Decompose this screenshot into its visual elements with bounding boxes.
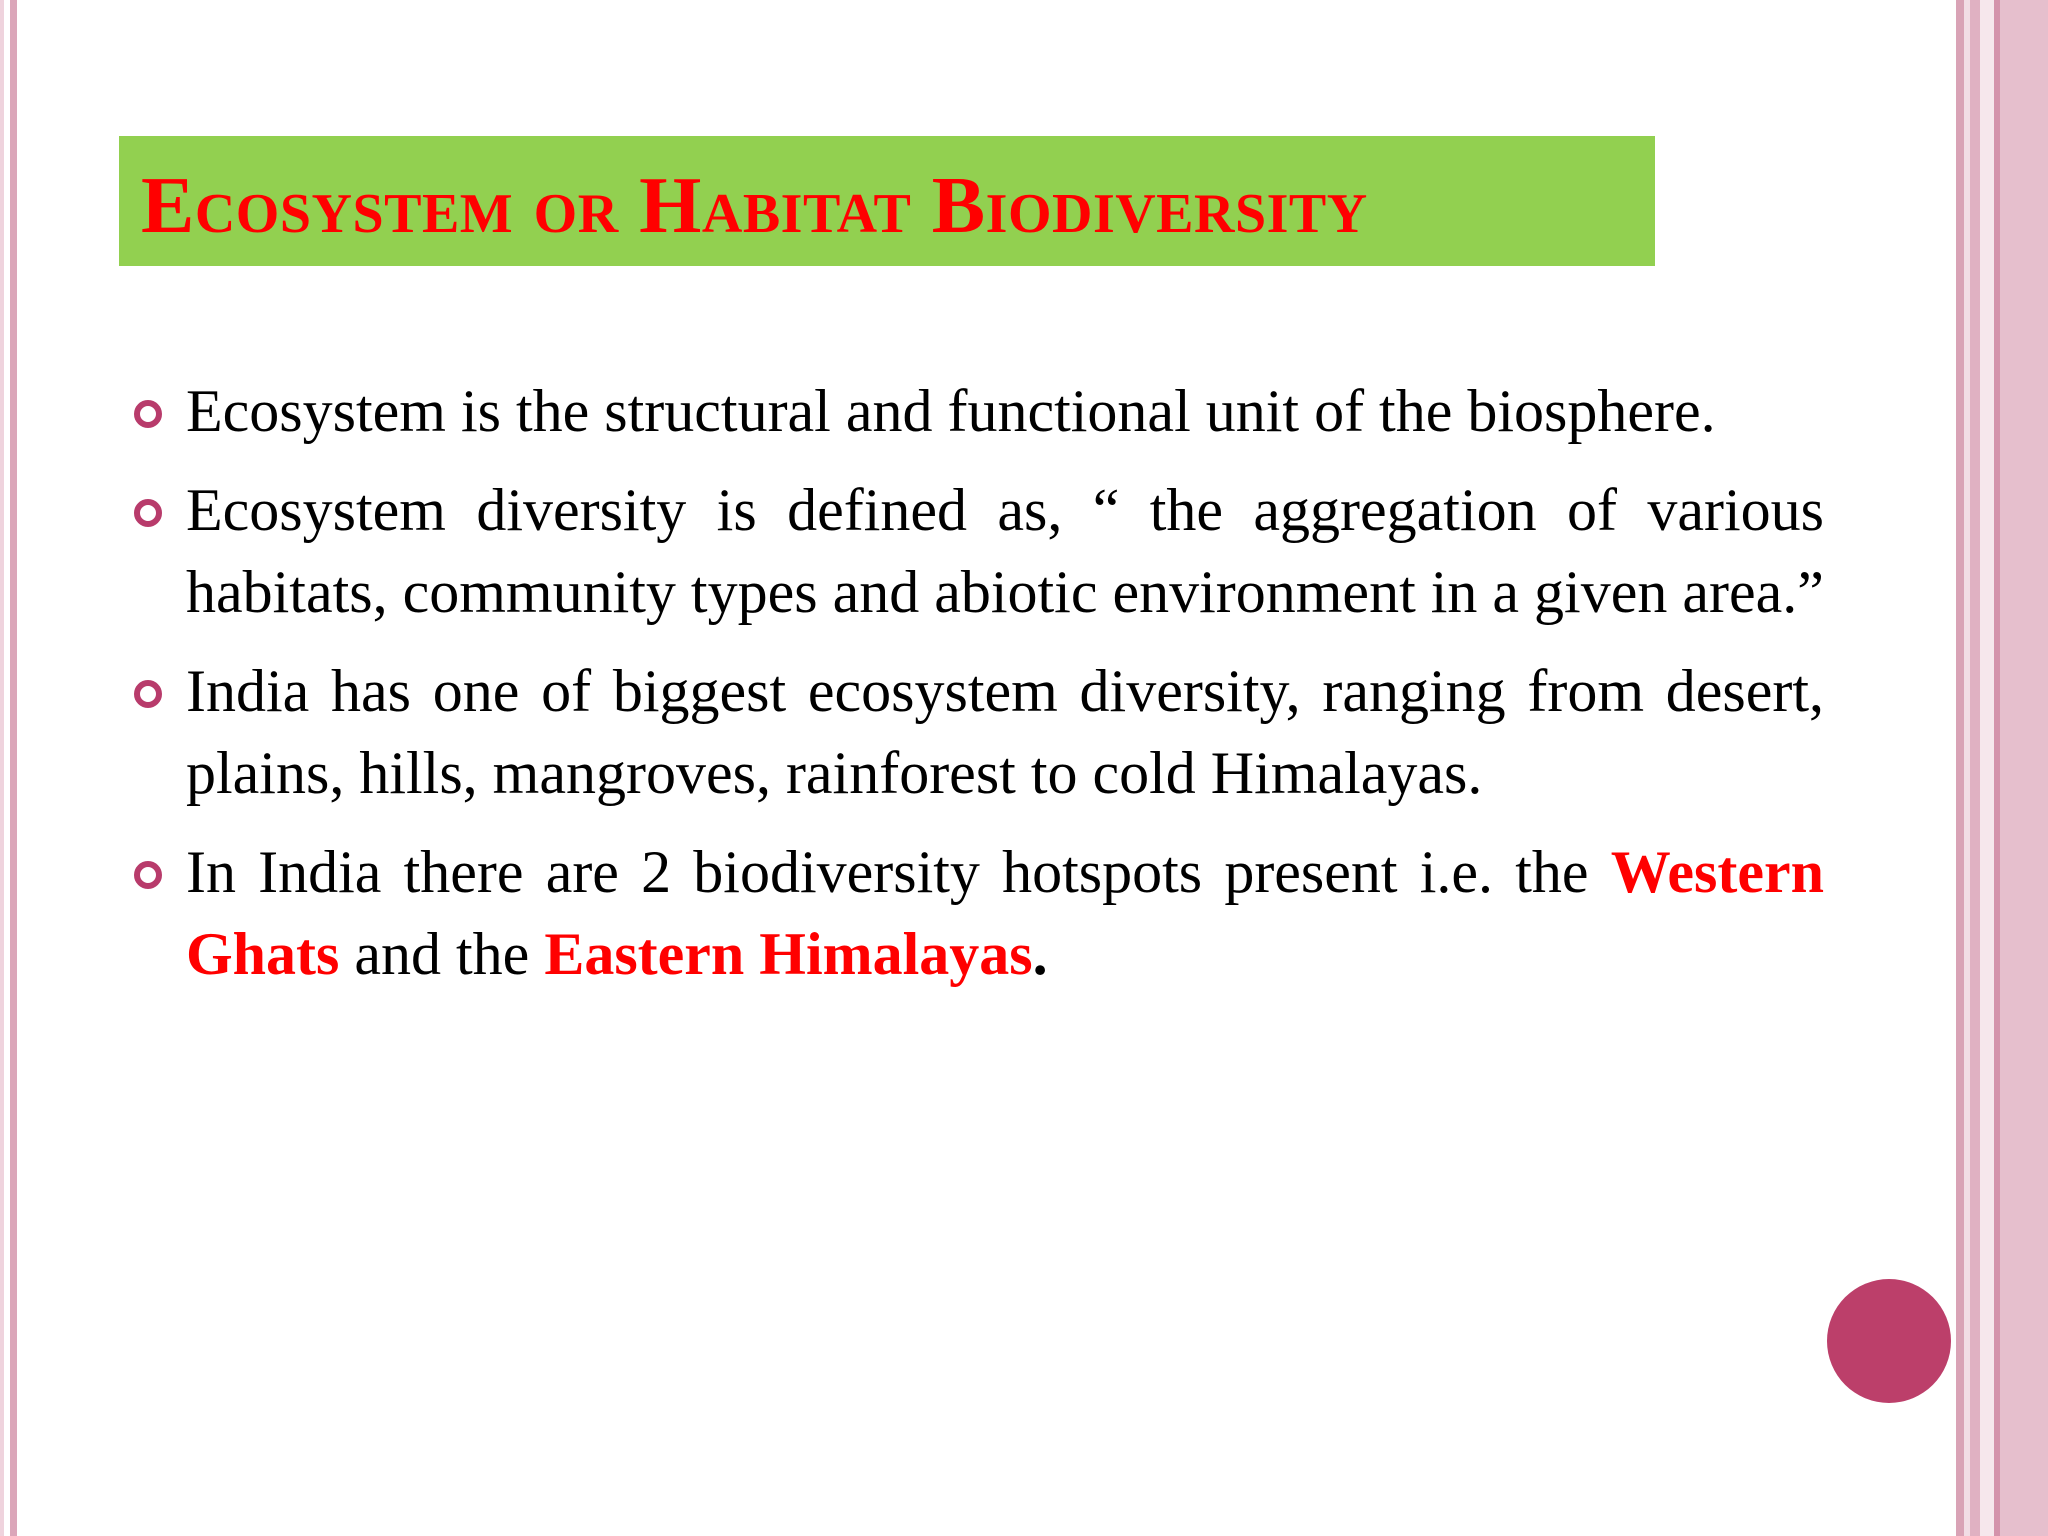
highlight-eastern-himalayas: Eastern Himalayas [544,921,1033,987]
left-border-line [10,0,17,1536]
bullet-list [132,370,1824,1012]
stripe [2000,0,2048,1536]
bullet-text: India has one of biggest ecosystem diversity, ranging from desert, plains, hills, mangroves, rainforest to cold Himalayas. [186,658,1824,806]
bullet-item [132,650,1824,814]
slide-title-bar [119,136,1655,266]
circle-nav-button[interactable] [1827,1279,1951,1403]
bullet-item [132,370,1824,452]
ring-bullet-icon [134,861,162,889]
ring-bullet-icon [134,400,162,428]
bullet-item [132,831,1824,995]
bullet-item [132,469,1824,633]
highlight-western-ghats: Western Ghats [186,839,1824,987]
stripe [1970,0,1980,1536]
stripe [1980,0,1994,1536]
bullet-text: In India there are 2 biodiversity hotspots present i.e. the [186,839,1611,905]
left-border-line [0,0,4,1536]
bullet-text-end: . [1032,921,1048,987]
bullet-text: Ecosystem is the structural and functional unit of the biosphere. [186,378,1716,444]
bullet-text: Ecosystem diversity is defined as, “ the aggregation of various habitats, community types and abiotic environment in a given area.” [186,477,1824,625]
bullet-text: and the [339,921,545,987]
stripe [1956,0,1964,1536]
slide-title: Ecosystem or Habitat Biodiversity [141,162,1368,250]
right-decorative-stripes [1956,0,2048,1536]
ring-bullet-icon [134,499,162,527]
ring-bullet-icon [134,680,162,708]
